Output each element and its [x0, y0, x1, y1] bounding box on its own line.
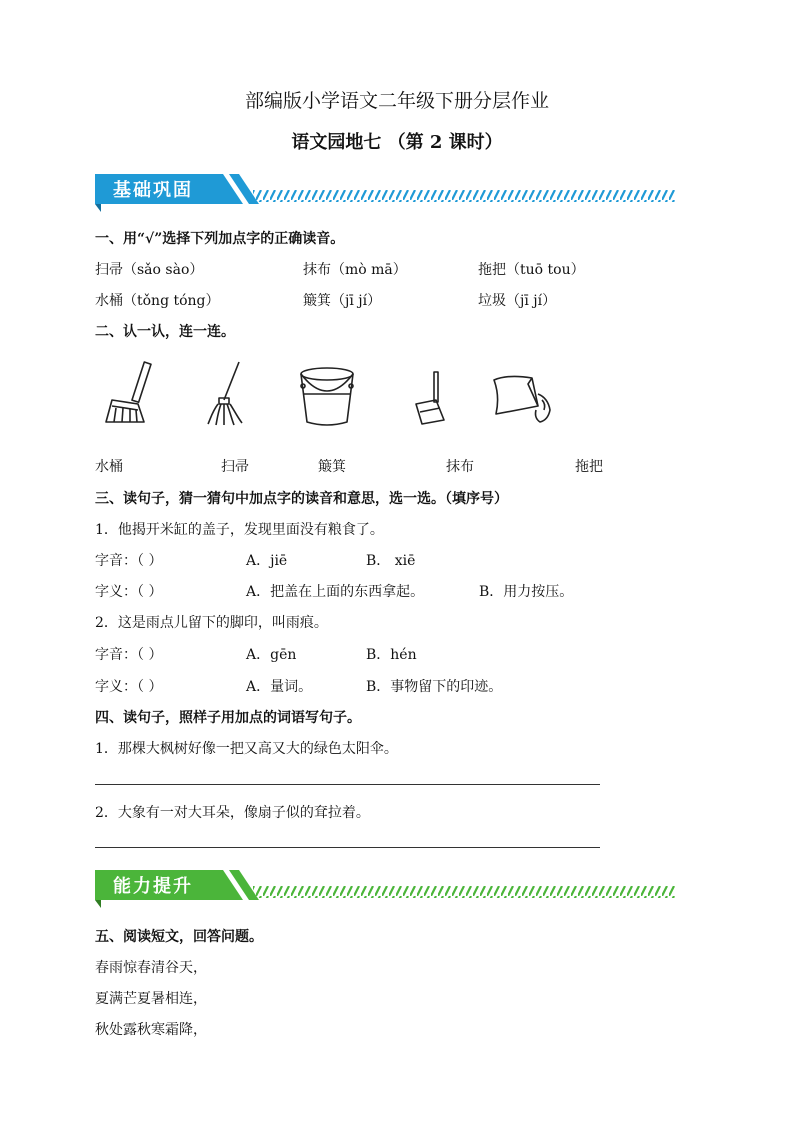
- poem-line: 夏满芒夏暑相连，: [95, 991, 207, 1007]
- lesson-subtitle: 语文园地七 （第 2 课时）: [291, 132, 503, 153]
- poem-line: 秋处露秋寒霜降，: [95, 1022, 207, 1038]
- q1-item: 垃圾（jī jí）: [478, 293, 557, 309]
- q1-item: 抹布（mò mā）: [303, 262, 407, 278]
- q3-sentence-2: 2．这是雨点儿留下的脚印，叫雨痕。: [95, 615, 328, 631]
- q3-s2-option: B．事物留下的印迹。: [366, 679, 503, 695]
- q1-item: 拖把（tuō tou）: [478, 262, 585, 278]
- q3-s2-option: A．量词。: [246, 679, 313, 695]
- dustpan-icon: [414, 370, 448, 428]
- q3-s2-pronunciation-blank: 字音：（ ）: [95, 647, 163, 663]
- section-banner-ability: [95, 866, 677, 904]
- q2-label: 抹布: [446, 459, 474, 475]
- answer-line[interactable]: [95, 847, 600, 848]
- q3-s1-pronunciation-blank: 字音：（ ）: [95, 553, 163, 569]
- mop-icon: [206, 360, 246, 428]
- q2-label: 簸箕: [318, 459, 346, 475]
- question-5-heading: 五、阅读短文，回答问题。: [95, 929, 263, 945]
- bucket-icon: [296, 364, 358, 428]
- q1-item: 扫帚（sǎo sào）: [95, 262, 204, 278]
- question-1-heading: 一、用“√”选择下列加点字的正确读音。: [95, 231, 345, 247]
- poem-line: 春雨惊春清谷天，: [95, 960, 207, 976]
- q3-s2-meaning-blank: 字义：（ ）: [95, 679, 163, 695]
- q3-sentence-1: 1．他揭开米缸的盖子，发现里面没有粮食了。: [95, 522, 384, 538]
- section-banner-basic: [95, 170, 677, 208]
- q3-s1-option: B．用力按压。: [479, 584, 574, 600]
- document-title: 部编版小学语文二年级下册分层作业: [244, 90, 549, 112]
- q2-label: 扫帚: [221, 459, 249, 475]
- q2-label: 水桶: [95, 459, 123, 475]
- q3-s2-option: B．hén: [366, 647, 417, 663]
- q3-s1-option: B． xiē: [366, 553, 416, 569]
- section-label-ability: 能力提升: [113, 876, 193, 897]
- answer-line[interactable]: [95, 784, 600, 785]
- q1-item: 水桶（tǒng tóng）: [95, 293, 220, 309]
- question-4-heading: 四、读句子，照样子用加点的词语写句子。: [95, 710, 361, 726]
- q4-sentence-1: 1．那棵大枫树好像一把又高又大的绿色太阳伞。: [95, 741, 398, 757]
- section-label-basic: 基础巩固: [113, 180, 193, 201]
- q3-s1-meaning-blank: 字义：（ ）: [95, 584, 163, 600]
- broom-icon: [104, 360, 156, 428]
- cloth-icon: [488, 370, 558, 424]
- question-3-heading: 三、读句子，猜一猜句中加点字的读音和意思，选一选。（填序号）: [95, 491, 508, 507]
- question-2-heading: 二、认一认，连一连。: [95, 324, 235, 340]
- q1-item: 簸箕（jī jí）: [303, 293, 382, 309]
- q3-s1-option: A．jiē: [246, 553, 288, 569]
- q4-sentence-2: 2．大象有一对大耳朵，像扇子似的耷拉着。: [95, 805, 370, 821]
- q3-s1-option: A．把盖在上面的东西拿起。: [246, 584, 425, 600]
- q3-s2-option: A．gēn: [246, 647, 297, 663]
- q2-label: 拖把: [575, 459, 603, 475]
